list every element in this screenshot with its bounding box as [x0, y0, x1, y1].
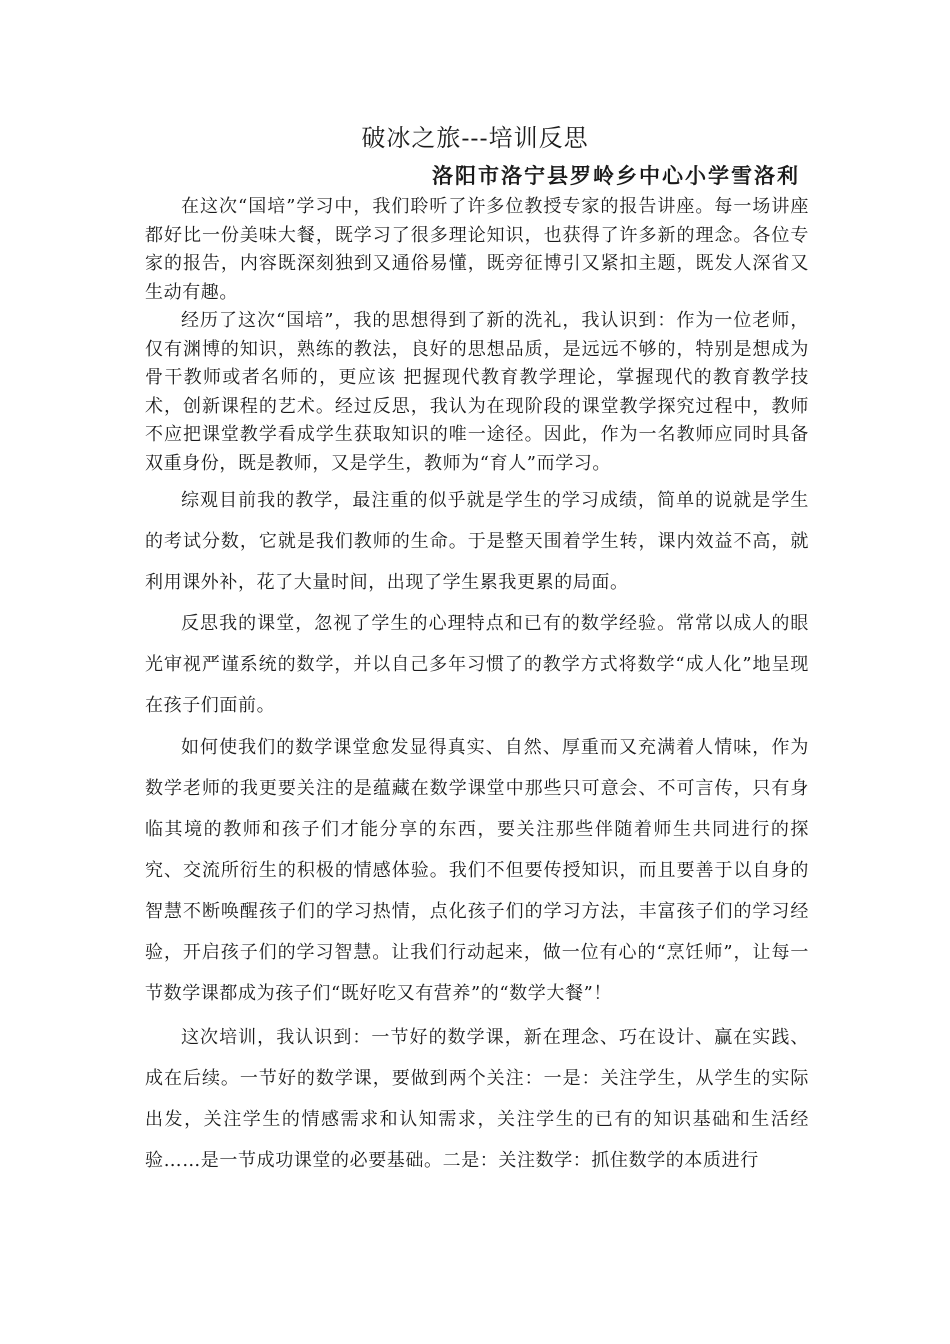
paragraph-6: 这次培训，我认识到：一节好的数学课，新在理念、巧在设计、赢在实践、成在后续。一节好的数学课，要做到两个关注：一是：关注学生，从学生的实际出发，关注学生的情感需求和认知需求，关注学生的已有的知识基础和生活经验……是一节成功课堂的必要基础。二是：关注数学：抓住数学的本质进行	[145, 1027, 809, 1171]
paragraph-5: 如何使我们的数学课堂愈发显得真实、自然、厚重而又充满着人情味，作为数学老师的我更要关注的是蕴藏在数学课堂中那些只可意会、不可言传，只有身临其境的教师和孩子们才能分享的东西，要关注那些伴随着师生共同进行的探究、交流所衍生的积极的情感体验。我们不但要传授知识，而且要善于以自身的智慧不断唤醒孩子们的学习热情，点化孩子们的学习方法，丰富孩子们的学习经验，开启孩子们的学习智慧。让我们行动起来，做一位有心的“烹饪师”，让每一节数学课都成为孩子们“既好吃又有营养”的“数学大餐”！	[145, 737, 809, 1004]
paragraph-1: 在这次“国培”学习中，我们聆听了许多位教授专家的报告讲座。每一场讲座都好比一份美味大餐，既学习了很多理论知识，也获得了许多新的理念。各位专家的报告，内容既深刻独到又通俗易懂，既旁征博引又紧扣主题，既发人深省又生动有趣。	[145, 196, 809, 303]
paragraph-2: 经历了这次“国培”，我的思想得到了新的洗礼，我认识到：作为一位老师，仅有渊博的知识，熟练的教法，良好的思想品质，是远远不够的，特别是想成为骨干教师或者名师的，更应该 把握现代教育教学理论，掌握现代的教育教学技术，创新课程的艺术。经过反思，我认为在现阶段的课堂教学探究过程中，教师不应把课堂教学看成学生获取知识的唯一途径。因此，作为一名教师应同时具备双重身份，既是教师，又是学生，教师为“育人”而学习。	[145, 310, 809, 474]
paragraph-4: 反思我的课堂，忽视了学生的心理特点和已有的数学经验。常常以成人的眼光审视严谨系统的数学，并以自己多年习惯了的教学方式将数学“成人化”地呈现在孩子们面前。	[145, 613, 809, 716]
paragraph-3: 综观目前我的教学，最注重的似乎就是学生的学习成绩，简单的说就是学生的考试分数，它就是我们教师的生命。于是整天围着学生转，课内效益不高，就利用课外补，花了大量时间，出现了学生累我更累的局面。	[145, 490, 809, 593]
author-line: 洛阳市洛宁县罗岭乡中心小学雪洛利	[432, 163, 800, 188]
document-title: 破冰之旅---培训反思	[361, 124, 589, 152]
